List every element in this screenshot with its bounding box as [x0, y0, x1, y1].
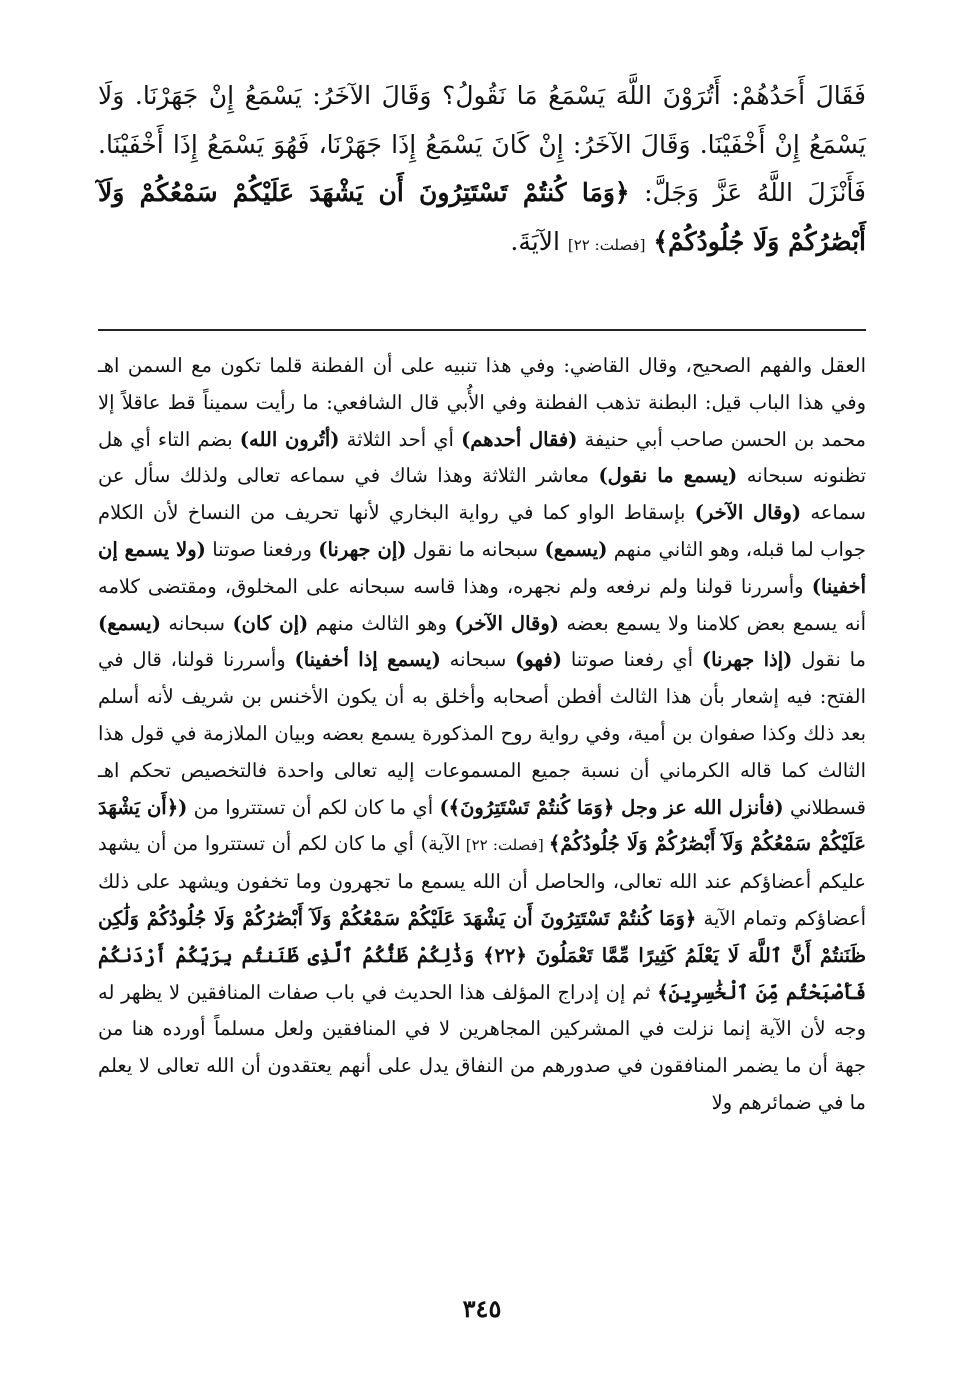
commentary-verse: ﴿وَمَا كُنتُمْ تَسْتَتِرُونَ أَن يَشْهَدَ عَلَيْكُمْ سَمْعُكُمْ وَلَآ أَبْصَٰرُكُمْ وَلَا جُلُودُكُمْ وَلَٰكِن ظَنَنتُمْ أَنَّ ٱللَّهَ لَا يَعْلَمُ كَثِيرًا مِّمَّا تَعْمَلُونَ ﴿٢٢﴾ وَذَٰلِكُمْ ظَنُّكُمُ ٱلَّذِى ظَنَنتُم بِرَبِّكُمْ أَرْدَىٰكُمْ فَأَصْبَحْتُم مِّنَ ٱلْخَٰسِرِينَ﴾ — [98, 906, 866, 1004]
commentary-text — [98, 348, 866, 1122]
commentary-segment: أي رفعنا صوتنا — [561, 648, 702, 672]
commentary-segment: العقل والفهم الصحيح، وقال القاضي: وفي هذا تنبيه على أن الفطنة قلما تكون مع السمن اهـ وفي هذا الباب قيل: البطنة تذهب الفطنة وفي الأُبي قال الشافعي: ما رأيت سميناً قط عاقلاً إلا محمد بن الحسن صاحب أبي حنيفة — [98, 354, 866, 451]
commentary-segment: سبحانه — [440, 648, 516, 672]
hadith-body: فَقَالَ أَحَدُهُمْ: أَتُرَوْنَ اللَّهَ يَسْمَعُ مَا نَقُولُ؟ وَقَالَ الآخَرُ: يَسْمَعُ إِنْ جَهَرْنَا. وَلَا يَسْمَعُ إِنْ أَخْفَيْنَا. وَقَالَ الآخَرُ: إِنْ كَانَ يَسْمَعُ إِذَا جَهَرْنَا، فَهُوَ يَسْمَعُ إِذَا أَخْفَيْنَا. فَأَنْزَلَ اللَّهُ عَزَّ وَجَلَّ: — [98, 81, 866, 207]
commentary-keyword: (وقال الآخر) — [454, 611, 560, 635]
commentary-segment: بإسقاط الواو كما في رواية البخاري لأنها تحريف من النساخ لأن الكلام جواب لما قبله، وهو الثاني منهم — [98, 501, 866, 561]
commentary-keyword: (وقال الآخر) — [694, 501, 802, 525]
page-number: ٣٤٥ — [462, 1294, 502, 1323]
commentary-segment: ورفعنا صوتنا — [205, 537, 319, 561]
commentary-segment: معاشر الثلاثة وهذا شاك في سماعه تعالى ولذلك سأل عن سماعه — [98, 464, 866, 525]
commentary-keyword: (فأنزل الله عز وجل ﴿وَمَا كُنتُمْ تَسْتَتِرُونَ﴾) — [439, 795, 784, 819]
commentary-segment: أي ما كان لكم أن تستتروا من — [187, 795, 440, 819]
commentary-keyword: (يسمع) — [98, 611, 161, 635]
commentary-keyword: (يسمع) — [544, 537, 608, 561]
footnote-separator — [98, 329, 866, 331]
commentary-segment: بضم التاء أي هل تظنونه سبحانه — [98, 427, 866, 488]
commentary-keyword: (أتُرون الله) — [239, 427, 340, 451]
commentary-segment: وهو الثالث منهم — [308, 611, 455, 635]
commentary-keyword: (إذا جهرنا) — [701, 648, 793, 672]
hadith-ending: الآيَةَ. — [510, 226, 560, 256]
commentary-segment: وأسررنا قولنا، قال في الفتح: فيه إشعار بأن هذا الثالث أفطن أصحابه وأخلق به أن يكون الأخنس بن شريف لأنه أسلم بعد ذلك وكذا صفوان بن أمية، وفي رواية روح المذكورة يسمع بعضه وبيان الملازمة في قول هذا الثالث كما قاله الكرماني أن نسبة جميع المسموعات إليه تعالى واحدة فالتخصيص تحكم اهـ قسطلاني — [98, 648, 867, 819]
commentary-keyword: (ولا يسمع إن أخفينا) — [98, 537, 866, 598]
verse-reference: [فصلت: ٢٢] — [460, 836, 549, 855]
commentary-keyword: (فقال أحدهم) — [461, 427, 578, 451]
commentary-keyword: (يسمع إذا أخفينا) — [294, 648, 441, 672]
commentary-segment: ثم إن إدراج المؤلف هذا الحديث في باب صفات المنافقين لا يظهر له وجه لأن الآية إنما نزلت في المشركين المجاهرين لا في المنافقين ولعل مسلماً أورده هنا من جهة أن ما يضمر المنافقون في صدورهم من النفاق يدل على أنهم يعتقدون أن الله تعالى لا يعلم ما في ضمائرهم ولا — [98, 980, 866, 1114]
commentary-segment: سبحانه ما نقول — [406, 537, 545, 561]
quran-verse: ﴿وَمَا كُنتُمْ تَسْتَتِرُونَ أَن يَشْهَدَ عَلَيْكُمْ سَمْعُكُمْ وَلَآ أَبْصَٰرُكُمْ وَلَا جُلُودُكُمْ﴾ — [98, 178, 866, 256]
commentary-segment: الآية) أي ما كان لكم أن تستتروا من أن يشهد عليكم أعضاؤكم عند الله تعالى، والحاصل أن الله يسمع ما تجهرون وما تخفون ويشهد على ذلك أعضاؤكم وتمام الآية — [98, 832, 866, 930]
commentary-segment: أي أحد الثلاثة — [339, 427, 462, 451]
hadith-text — [98, 72, 866, 269]
commentary-keyword: (إن جهرنا) — [318, 537, 407, 561]
commentary-segment: وأسررنا قولنا ولم نرفعه ولم نجهره، وهذا قاسه سبحانه على المخلوق، ومقتضى كلامه أنه يسمع بعض كلامنا ولا يسمع بعضه — [98, 574, 866, 635]
commentary-segment: سبحانه — [160, 611, 233, 635]
commentary-verse: (﴿أَن يَشْهَدَ عَلَيْكُمْ سَمْعُكُمْ وَلَآ أَبْصَٰرُكُمْ وَلَا جُلُودُكُمْ﴾ — [98, 795, 866, 856]
commentary-keyword: (إن كان) — [232, 611, 309, 635]
commentary-keyword: (فهو) — [515, 648, 562, 672]
commentary-segment: ما نقول — [792, 648, 866, 672]
commentary-keyword: (يسمع ما نقول) — [598, 464, 738, 488]
verse-reference: [فصلت: ٢٢] — [567, 235, 646, 254]
book-page — [98, 72, 866, 1342]
